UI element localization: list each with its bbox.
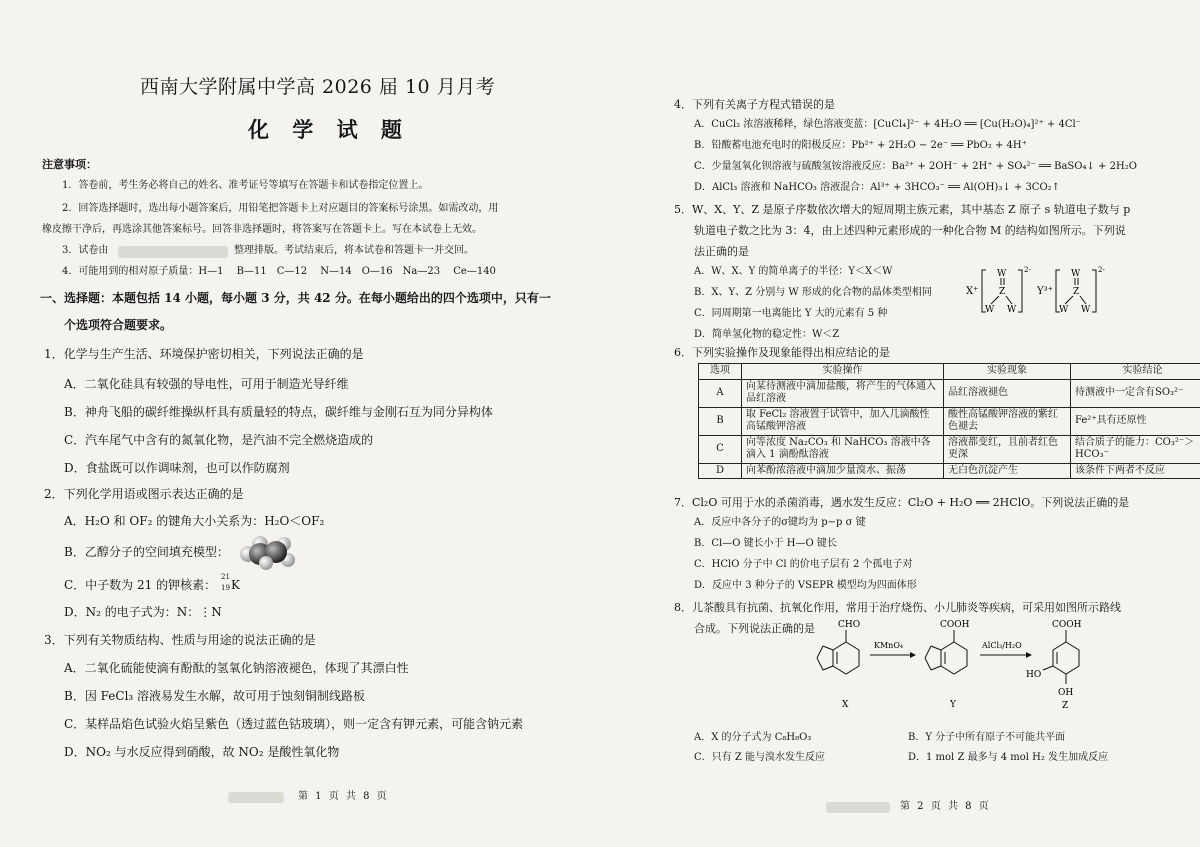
- table-cell: C: [699, 435, 742, 463]
- label-y: Y: [950, 700, 956, 710]
- svg-text:Z: Z: [1073, 287, 1080, 297]
- footer-mark: [826, 802, 890, 813]
- q4-stem: 4．下列有关离子方程式错误的是: [674, 98, 835, 111]
- q7-option-c: C．HClO 分子中 Cl 的价电子层有 2 个孤电子对: [694, 559, 913, 570]
- notice-2: 2．回答选择题时，选出每小题答案后，用铅笔把答题卡上对应题目的答案标号涂黑。如需改动，用: [62, 203, 499, 214]
- q4-option-d: D．AlCl₃ 溶液和 NaHCO₃ 溶液混合：Al³⁺ + 3HCO₃⁻ ══ Al(OH)₃↓ + 3CO₂↑: [694, 182, 1061, 193]
- potassium-symbol: K: [231, 578, 240, 592]
- page-1: [0, 0, 592, 847]
- q4-option-b: B．铅酸蓄电池充电时的阳极反应：Pb²⁺ + 2H₂O − 2e⁻ ══ PbO₂ + 4H⁺: [694, 140, 1027, 151]
- q2-option-a: A．H₂O 和 OF₂ 的键角大小关系为：H₂O＜OF₂: [64, 514, 325, 528]
- label-z: Z: [1062, 701, 1069, 711]
- z-ho-label: HO: [1026, 670, 1042, 680]
- q5-option-b: B．X、Y、Z 分别与 W 形成的化合物的晶体类型相同: [694, 287, 932, 298]
- q1-stem: 1．化学与生产生活、环境保护密切相关，下列说法正确的是: [44, 347, 364, 361]
- q7-option-a: A．反应中各分子的σ键均为 p−p σ 键: [694, 517, 866, 528]
- table-row: [699, 463, 1200, 479]
- mass-number: 21: [221, 573, 230, 581]
- q4-option-c: C．少量氢氧化钡溶液与硫酸氢铵溶液反应：Ba²⁺ + 2OH⁻ + 2H⁺ + SO₄²⁻ ══ BaSO₄↓ + 2H₂O: [694, 161, 1137, 172]
- q5-stem-3: 法正确的是: [694, 245, 749, 258]
- notice-3-end: 整理排版。考试结束后，将本试卷和答题卡一并交回。: [234, 245, 474, 256]
- svg-text:W: W: [997, 269, 1007, 279]
- q7-option-d: D．反应中 3 种分子的 VSEPR 模型均为四面体形: [694, 580, 917, 591]
- section-1-heading: 一、选择题：本题包括 14 小题，每小题 3 分，共 42 分。在每小题给出的四个选项中，只有一: [40, 291, 551, 305]
- table-cell: 品红溶液褪色: [944, 379, 1071, 407]
- q8-option-a: A．X 的分子式为 C₈H₈O₃: [694, 732, 812, 743]
- q8-option-b: B．Y 分子中所有原子不可能共平面: [908, 732, 1066, 743]
- q3-option-b: B．因 FeCl₃ 溶液易发生水解，故可用于蚀刻铜制线路板: [64, 689, 366, 703]
- table-cell: 待测液中一定含有SO₃²⁻: [1071, 379, 1200, 407]
- svg-text:Z: Z: [999, 287, 1006, 297]
- subject-title: 化 学 试 题: [248, 117, 410, 142]
- page-footer: 第 1 页 共 8 页: [298, 791, 389, 802]
- exam-title: 西南大学附属中学高 2026 届 10 月月考: [140, 76, 496, 98]
- atomic-number: 19: [221, 584, 230, 592]
- table-cell: 结合质子的能力：CO₃²⁻＞HCO₃⁻: [1071, 435, 1200, 463]
- q3-option-d: D．NO₂ 与水反应得到硝酸，故 NO₂ 是酸性氧化物: [64, 745, 340, 759]
- q8-option-d: D．1 mol Z 最多与 4 mol H₂ 发生加成反应: [908, 752, 1109, 763]
- q2-option-d: D．N₂ 的电子式为：N：⋮N: [64, 605, 222, 619]
- q8-stem-1: 8．儿茶酸具有抗菌、抗氧化作用，常用于治疗烧伤、小儿肺炎等疾病，可采用如图所示路线: [674, 601, 1121, 614]
- q3-stem: 3．下列有关物质结构、性质与用途的说法正确的是: [44, 633, 316, 647]
- footer-mark: [228, 792, 284, 803]
- page-2: [596, 0, 1200, 847]
- reagent-kmno4: KMnO₄: [874, 641, 904, 650]
- synthesis-route-diagram: [814, 615, 1144, 725]
- label-x: X: [842, 700, 849, 710]
- table-cell: 无白色沉淀产生: [944, 463, 1071, 479]
- q3-option-c: C．某样品焰色试验火焰呈紫色（透过蓝色钴玻璃），则一定含有钾元素，可能含钠元素: [64, 717, 524, 731]
- svg-text:W: W: [1007, 305, 1017, 315]
- q5-option-c: C．同周期第一电离能比 Y 大的元素有 5 种: [694, 308, 888, 319]
- notice-heading: 注意事项：: [42, 158, 97, 171]
- table-cell: 向苯酚浓溶液中滴加少量溴水、振荡: [742, 463, 944, 479]
- q2-stem: 2．下列化学用语或图示表达正确的是: [44, 487, 244, 501]
- svg-text:W: W: [1059, 305, 1069, 315]
- compound-m-structure: [964, 262, 1114, 320]
- svg-text:W: W: [985, 305, 995, 315]
- table-header: 实验操作: [742, 364, 944, 380]
- table-cell: A: [699, 379, 742, 407]
- reagent-alcl3: AlCl₃/H₂O: [982, 641, 1022, 650]
- page-footer: 第 2 页 共 8 页: [900, 801, 991, 812]
- x-cho-label: CHO: [838, 620, 861, 630]
- notice-3-start: 3．试卷由: [62, 245, 109, 256]
- table-row: [699, 379, 1200, 407]
- section-1-heading-cont: 个选项符合题要求。: [64, 318, 173, 332]
- table-cell: 向等浓度 Na₂CO₃ 和 NaHCO₃ 溶液中各滴入 1 滴酚酞溶液: [742, 435, 944, 463]
- q8-option-c: C．只有 Z 能与溴水发生反应: [694, 752, 825, 763]
- table-cell: 酸性高锰酸钾溶液的紫红色褪去: [944, 407, 1071, 435]
- notice-4: 4．可能用到的相对原子质量：H—1 B—11 C—12 N—14 O—16 Na—23 Ce—140: [62, 266, 496, 277]
- q7-option-b: B．Cl—O 键长小于 H—O 键长: [694, 538, 837, 549]
- q7-stem: 7．Cl₂O 可用于水的杀菌消毒，遇水发生反应：Cl₂O + H₂O ══ 2HClO。下列说法正确的是: [674, 496, 1130, 509]
- q5-option-a: A．W、X、Y 的简单离子的半径：Y＜X＜W: [694, 266, 893, 277]
- q4-option-a: A．CuCl₂ 浓溶液稀释，绿色溶液变蓝：[CuCl₄]²⁻ + 4H₂O ══ [Cu(H₂O)₄]²⁺ + 4Cl⁻: [694, 119, 1081, 130]
- table-header: 选项: [699, 364, 742, 380]
- q1-option-a: A．二氧化硅具有较强的导电性，可用于制造光导纤维: [64, 377, 349, 391]
- q6-experiment-table: [698, 363, 1200, 479]
- q8-stem-2: 合成。下列说法正确的是: [694, 622, 815, 635]
- table-cell: Fe²⁺具有还原性: [1071, 407, 1200, 435]
- svg-text:2-: 2-: [1024, 266, 1031, 274]
- ethanol-space-filling-model: [236, 532, 300, 572]
- q1-option-d: D．食盐既可以作调味剂，也可以作防腐剂: [64, 461, 290, 475]
- q6-stem: 6．下列实验操作及现象能得出相应结论的是: [674, 346, 890, 359]
- table-row: [699, 435, 1200, 463]
- q1-option-b: B．神舟飞船的碳纤维操纵杆具有质量轻的特点，碳纤维与金刚石互为同分异构体: [64, 405, 493, 419]
- notice-1: 1．答卷前，考生务必将自己的姓名、准考证号等填写在答题卡和试卷指定位置上。: [62, 180, 429, 191]
- table-cell: 该条件下两者不反应: [1071, 463, 1200, 479]
- q1-option-c: C．汽车尾气中含有的氮氧化物，是汽油不完全燃烧造成的: [64, 433, 374, 447]
- y-ion: Y³⁺: [1037, 286, 1053, 297]
- z-oh-label: OH: [1058, 688, 1074, 698]
- q2-option-c: C．中子数为 21 的钾核素：: [64, 578, 217, 592]
- svg-text:2-: 2-: [1098, 266, 1105, 274]
- table-cell: D: [699, 463, 742, 479]
- x-ion: X⁺: [966, 286, 979, 297]
- q5-stem-1: 5．W、X、Y、Z 是原子序数依次增大的短周期主族元素，其中基态 Z 原子 s 轨道电子数与 p: [674, 203, 1131, 216]
- redacted-mark: [118, 246, 228, 258]
- svg-text:W: W: [1081, 305, 1091, 315]
- q2-option-b: B．乙醇分子的空间填充模型：: [64, 545, 229, 559]
- table-cell: B: [699, 407, 742, 435]
- table-header: 实验现象: [944, 364, 1071, 380]
- table-cell: 取 FeCl₂ 溶液置于试管中，加入几滴酸性高锰酸钾溶液: [742, 407, 944, 435]
- notice-2-cont: 橡皮擦干净后，再选涂其他答案标号。回答非选择题时，将答案写在答题卡上。写在本试卷上无效。: [42, 224, 482, 235]
- table-cell: 溶液都变红，且前者红色更深: [944, 435, 1071, 463]
- svg-text:W: W: [1071, 269, 1081, 279]
- table-header-row: [699, 364, 1200, 380]
- q3-option-a: A．二氧化硫能使滴有酚酞的氢氧化钠溶液褪色，体现了其漂白性: [64, 661, 409, 675]
- table-row: [699, 407, 1200, 435]
- y-cooh-label: COOH: [940, 620, 970, 630]
- q5-stem-2: 轨道电子数之比为 3：4，由上述四种元素形成的一种化合物 M 的结构如图所示。下列说: [694, 224, 1126, 237]
- table-header: 实验结论: [1071, 364, 1200, 380]
- z-cooh-label: COOH: [1052, 620, 1082, 630]
- table-cell: 向某待测液中滴加盐酸，将产生的气体通入品红溶液: [742, 379, 944, 407]
- q5-option-d: D．简单氢化物的稳定性：W＜Z: [694, 329, 840, 340]
